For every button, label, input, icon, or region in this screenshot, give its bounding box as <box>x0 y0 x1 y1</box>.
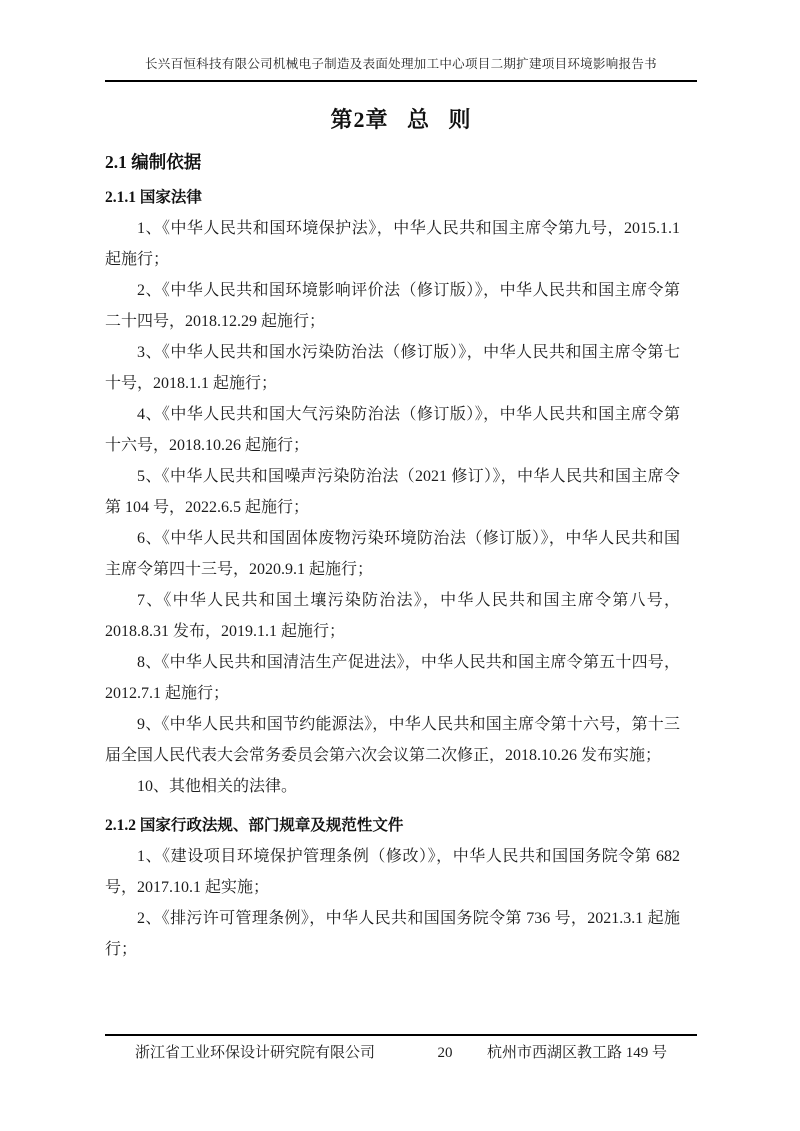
law-item-4: 4、《中华人民共和国大气污染防治法（修订版）》，中华人民共和国主席令第十六号，2018.10.26 起施行； <box>105 406 680 454</box>
law-item-7: 7、《中华人民共和国土壤污染防治法》，中华人民共和国主席令第八号，2018.8.31 发布，2019.1.1 起施行； <box>105 592 680 640</box>
law-item-1: 1、《中华人民共和国环境保护法》，中华人民共和国主席令第九号，2015.1.1 起施行； <box>105 220 680 268</box>
regulation-item-2: 2、《排污许可管理条例》，中华人民共和国国务院令第 736 号，2021.3.1 起施行； <box>105 910 680 958</box>
law-item-9: 9、《中华人民共和国节约能源法》，中华人民共和国主席令第十六号，第十三届全国人民代表大会常务委员会第六次会议第二次修正，2018.10.26 发布实施； <box>105 716 680 764</box>
section-heading-2-1-1: 2.1.1 国家法律 <box>105 189 202 206</box>
page-header <box>105 0 697 82</box>
law-item-8: 8、《中华人民共和国清洁生产促进法》，中华人民共和国主席令第五十四号，2012.7.1 起施行； <box>105 654 680 702</box>
footer-address: 杭州市西湖区教工路 149 号 <box>486 1045 667 1061</box>
footer-company: 浙江省工业环保设计研究院有限公司 <box>135 1045 376 1061</box>
law-item-6: 6、《中华人民共和国固体废物污染环境防治法（修订版）》，中华人民共和国主席令第四十三号，2020.9.1 起施行； <box>105 530 680 578</box>
section-heading-2-1-2: 2.1.2 国家行政法规、部门规章及规范性文件 <box>105 817 404 834</box>
page-footer <box>105 1034 697 1062</box>
law-item-10: 10、其他相关的法律。 <box>137 778 298 795</box>
chapter-title: 第2章 总 则 <box>330 107 472 132</box>
running-header-title: 长兴百恒科技有限公司机械电子制造及表面处理加工中心项目二期扩建项目环境影响报告书 <box>144 57 657 71</box>
footer-page-number: 20 <box>437 1045 453 1061</box>
law-item-2: 2、《中华人民共和国环境影响评价法（修订版）》，中华人民共和国主席令第二十四号，2018.12.29 起施行； <box>105 282 680 330</box>
law-item-3: 3、《中华人民共和国水污染防治法（修订版）》，中华人民共和国主席令第七十号，2018.1.1 起施行； <box>105 344 680 392</box>
regulation-item-1: 1、《建设项目环境保护管理条例（修改）》，中华人民共和国国务院令第 682 号，2017.10.1 起实施； <box>105 848 680 896</box>
law-item-5: 5、《中华人民共和国噪声污染防治法（2021 修订）》，中华人民共和国主席令第 104 号，2022.6.5 起施行； <box>105 468 680 516</box>
section-heading-2-1: 2.1 编制依据 <box>105 152 202 172</box>
page-content <box>105 0 697 965</box>
